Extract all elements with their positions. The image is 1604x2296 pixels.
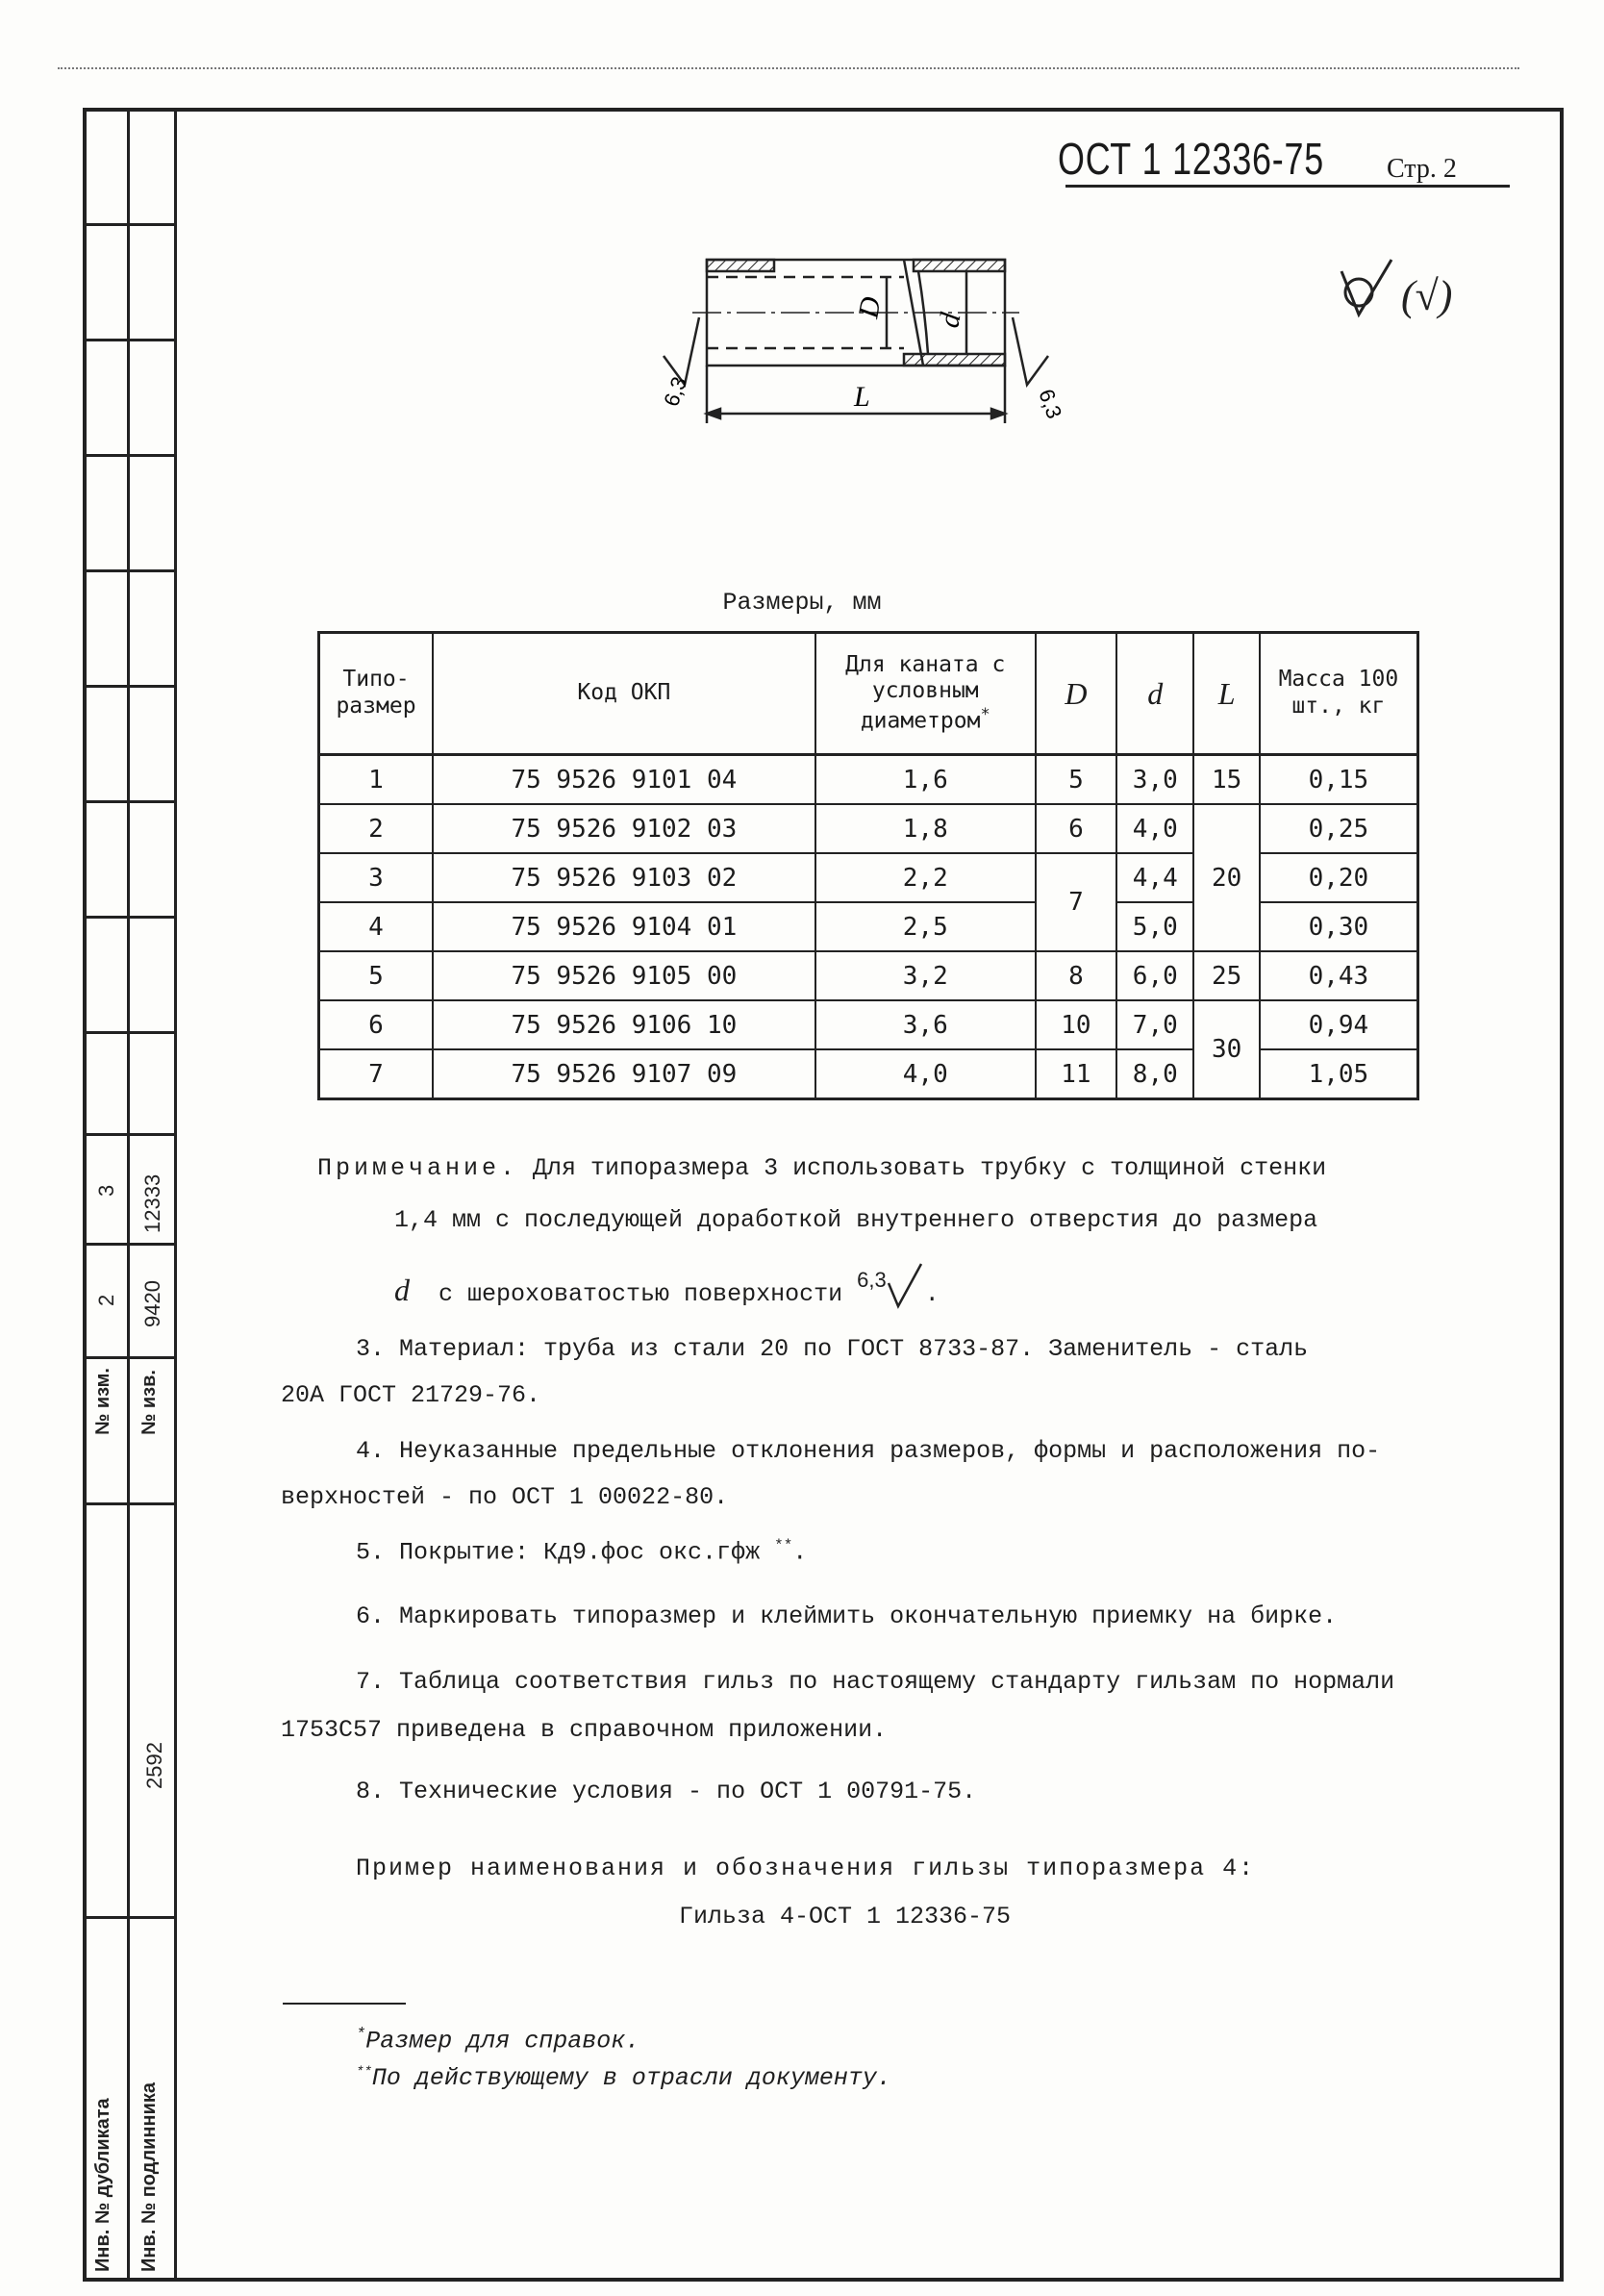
cell-code: 75 9526 9103 02: [433, 853, 815, 902]
paragraph-5: [356, 1537, 807, 1566]
paragraph-3a: 3. Материал: труба из стали 20 по ГОСТ 8733-87. Заменитель - сталь: [356, 1335, 1309, 1363]
sleeve-drawing: [635, 231, 1087, 442]
stamp-rev-3: 3: [94, 1184, 118, 1197]
table-header-row: [319, 633, 1418, 755]
cell-d: 4,4: [1116, 853, 1193, 902]
cell-code: 75 9526 9101 04: [433, 755, 815, 805]
footnote-rule: [283, 2003, 406, 2005]
cell-type: 2: [319, 804, 434, 853]
cell-type: 6: [319, 1000, 434, 1049]
cell-mass: 0,25: [1260, 804, 1418, 853]
cell-d: 3,0: [1116, 755, 1193, 805]
cell-mass: 0,94: [1260, 1000, 1418, 1049]
cell-L: 20: [1193, 804, 1259, 951]
standard-code: ОСТ 1 12336-75: [1058, 134, 1324, 184]
dim-label-L: L: [854, 381, 870, 413]
example-designation: Гильза 4-ОСТ 1 12336-75: [679, 1903, 1012, 1930]
cell-type: 1: [319, 755, 434, 805]
footnote-1-text: Размер для справок.: [365, 2027, 640, 2056]
cell-D: 11: [1036, 1049, 1116, 1099]
cell-type: 4: [319, 902, 434, 951]
dimensions-table: [317, 631, 1419, 1100]
note-text-1: Для типоразмера 3 использовать трубку с толщиной стенки: [533, 1154, 1327, 1182]
cell-D: 8: [1036, 951, 1116, 1000]
general-roughness-symbol: [1332, 252, 1515, 339]
cell-L: 30: [1193, 1000, 1259, 1099]
cell-code: 75 9526 9106 10: [433, 1000, 815, 1049]
paragraph-7a: 7. Таблица соответствия гильз по настоящему стандарту гильзам по нормали: [356, 1668, 1395, 1696]
note-label: Примечание.: [317, 1154, 519, 1182]
roughness-check-icon: [887, 1262, 925, 1318]
cell-rope: 1,8: [815, 804, 1036, 853]
note-line-2: 1,4 мм с последующей доработкой внутреннего отверстия до размера: [394, 1206, 1318, 1234]
roughness-right: 6,3: [1034, 386, 1067, 422]
note-line-1: [317, 1154, 1326, 1182]
footnote-mark-2: **: [774, 1537, 793, 1554]
cell-rope: 3,6: [815, 1000, 1036, 1049]
cell-D: 7: [1036, 853, 1116, 951]
paragraph-8: 8. Технические условия - по ОСТ 1 00791-75.: [356, 1778, 977, 1805]
cell-code: 75 9526 9102 03: [433, 804, 815, 853]
paragraph-6: 6. Маркировать типоразмер и клеймить окончательную приемку на бирке.: [356, 1602, 1338, 1630]
footnote-1-mark: *: [356, 2026, 366, 2044]
paragraph-7b: 1753С57 приведена в справочном приложении.: [281, 1716, 888, 1744]
cell-type: 3: [319, 853, 434, 902]
col-header-d: d: [1116, 633, 1193, 755]
col-header-code: Код ОКП: [433, 633, 815, 755]
stamp-notice-2: 9420: [140, 1280, 164, 1327]
stamp-inv-number: 2592: [142, 1742, 166, 1789]
stamp-label-notice: № изв.: [138, 1370, 160, 1435]
cell-rope: 2,2: [815, 853, 1036, 902]
note-roughness-value: 6,3: [857, 1268, 887, 1292]
cell-rope: 1,6: [815, 755, 1036, 805]
cell-d: 4,0: [1116, 804, 1193, 853]
col-header-D: D: [1036, 633, 1116, 755]
cell-type: 5: [319, 951, 434, 1000]
cell-d: 5,0: [1116, 902, 1193, 951]
stamp-rev-2: 2: [94, 1294, 118, 1306]
col-header-rope: [815, 633, 1036, 755]
cell-D: 6: [1036, 804, 1116, 853]
col-header-rope-text: Для каната с условным диаметром: [845, 651, 1006, 734]
paragraph-3b: 20А ГОСТ 21729-76.: [281, 1381, 541, 1409]
table-row: [319, 804, 1418, 853]
cell-mass: 1,05: [1260, 1049, 1418, 1099]
note-symbol-d: d: [394, 1273, 410, 1307]
cell-type: 7: [319, 1049, 434, 1099]
cell-mass: 0,43: [1260, 951, 1418, 1000]
cell-rope: 4,0: [815, 1049, 1036, 1099]
cell-mass: 0,20: [1260, 853, 1418, 902]
page-label: Стр. 2: [1387, 154, 1457, 184]
cell-rope: 2,5: [815, 902, 1036, 951]
document-header: [1058, 133, 1457, 185]
cell-mass: 0,15: [1260, 755, 1418, 805]
dim-label-D: D: [852, 294, 888, 321]
paragraph-5-end: .: [792, 1538, 808, 1567]
cell-L: 15: [1193, 755, 1259, 805]
footnote-mark: *: [980, 704, 990, 724]
cell-d: 6,0: [1116, 951, 1193, 1000]
paragraph-4a: 4. Неуказанные предельные отклонения размеров, формы и расположения по-: [356, 1437, 1381, 1465]
roughness-parenthetical: (√): [1401, 272, 1453, 319]
stamp-label-rev: № изм.: [92, 1368, 113, 1435]
stamp-label-original: Инв. № подлинника: [138, 2082, 160, 2272]
table-row: [319, 1000, 1418, 1049]
cell-D: 10: [1036, 1000, 1116, 1049]
paragraph-5-text: 5. Покрытие: Кд9.фос окс.гфж: [356, 1538, 761, 1567]
col-header-type: Типо-размер: [319, 633, 434, 755]
note-line-3: [394, 1252, 940, 1308]
note-text-3: с шероховатостью поверхности: [439, 1280, 843, 1308]
cell-d: 7,0: [1116, 1000, 1193, 1049]
stamp-label-duplicate: Инв. № дубликата: [92, 2098, 113, 2272]
header-underline: [1065, 185, 1510, 188]
note-end: .: [924, 1280, 940, 1308]
cell-d: 8,0: [1116, 1049, 1193, 1099]
paragraph-4b: верхностей - по ОСТ 1 00022-80.: [281, 1483, 729, 1511]
footnote-2: [356, 2064, 891, 2092]
cell-rope: 3,2: [815, 951, 1036, 1000]
cell-code: 75 9526 9107 09: [433, 1049, 815, 1099]
footnote-1: [356, 2026, 639, 2055]
cell-D: 5: [1036, 755, 1116, 805]
cell-mass: 0,30: [1260, 902, 1418, 951]
stamp-notice-3: 12333: [140, 1173, 164, 1233]
dim-label-d: d: [933, 310, 967, 331]
table-row: [319, 755, 1418, 805]
cell-code: 75 9526 9104 01: [433, 902, 815, 951]
col-header-L: L: [1193, 633, 1259, 755]
footnote-2-mark: **: [356, 2064, 372, 2081]
table-row: [319, 951, 1418, 1000]
example-title: Пример наименования и обозначения гильзы типоразмера 4:: [356, 1854, 1256, 1882]
roughness-left: 6,3: [659, 373, 692, 410]
table-caption: Размеры, мм: [722, 589, 882, 617]
footnote-2-text: По действующему в отрасли документу.: [371, 2064, 891, 2092]
col-header-mass: Масса 100 шт., кг: [1260, 633, 1418, 755]
cell-code: 75 9526 9105 00: [433, 951, 815, 1000]
cell-L: 25: [1193, 951, 1259, 1000]
scan-top-edge: [58, 67, 1519, 69]
